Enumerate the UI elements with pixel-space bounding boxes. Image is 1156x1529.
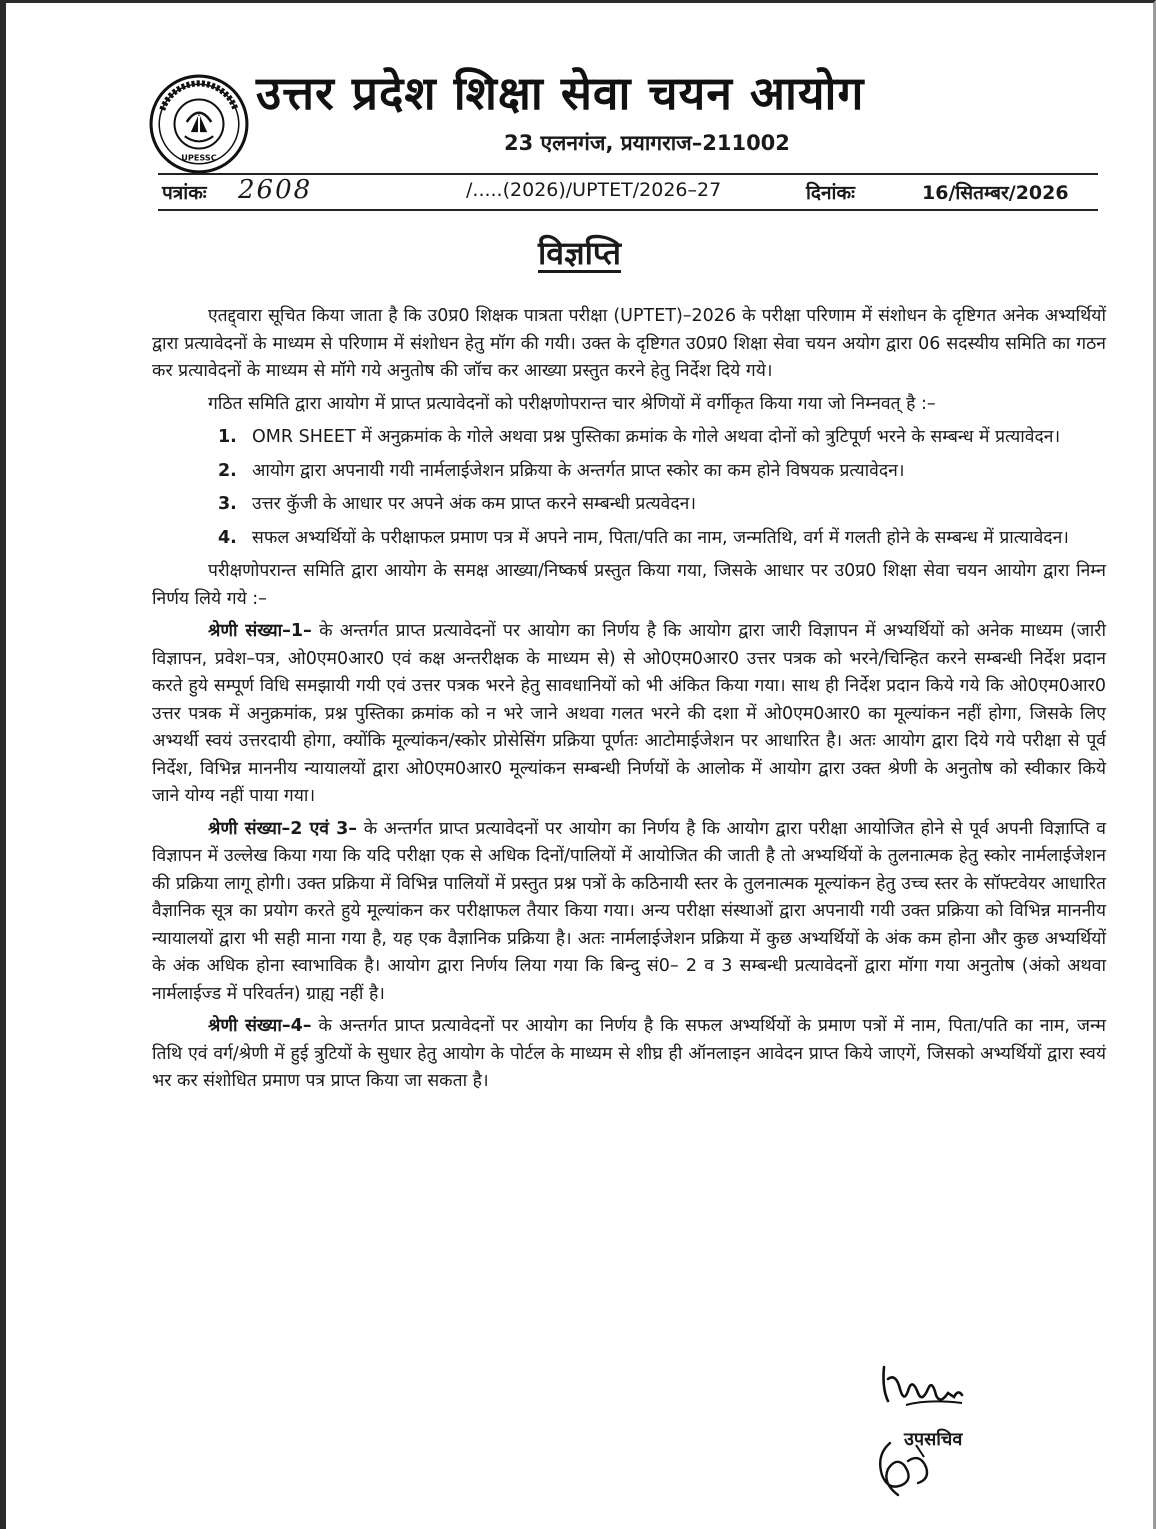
- committee-report-paragraph: परीक्षणोपरान्त समिति द्वारा आयोग के समक्ष आख्या/निष्कर्ष प्रस्तुत किया गया, जिसके आधार पर उ0प्र0 शिक्षा सेवा चयन आयोग द्वारा निम्न निर्णय लिये गये :–: [152, 561, 1106, 609]
- reference-code: /.....(2026)/UPTET/2026–27: [466, 179, 722, 201]
- decision-text: के अन्तर्गत प्राप्त प्रत्यावेदनों पर आयोग का निर्णय है कि सफल अभ्यर्थियों के प्रमाण पत्रों में नाम, पिता/पति का नाम, जन्म तिथि एवं वर्ग/श्रेणी में हुई त्रुटियों के सुधार हेतु आयोग के पोर्टल के माध्यम से शीघ्र ही ऑनलाइन आवेदन प्राप्त किये जाएगें, जिसको अभ्यर्थियों द्वारा स्वयं भर कर संशोधित प्रमाण पत्र प्राप्त किया जा सकता है।: [152, 1016, 1106, 1091]
- decision-text: के अन्तर्गत प्राप्त प्रत्यावेदनों पर आयोग का निर्णय है कि आयोग द्वारा जारी विज्ञापन में अभ्यर्थियों को अनेक माध्यम (जारी विज्ञापन, प्रवेश–पत्र, ओ0एम0आर0 एवं कक्ष अन्तरीक्षक के माध्यम से) से ओ0एम0आर0 उत्तर पत्रक को भरने/चिन्हित करने सम्बन्धी निर्देश प्रदान करते हुये सम्पूर्ण विधि समझायी गयी एवं उत्तर पत्रक भरने हेतु सावधानियों को भी अंकित किया गया। साथ ही निर्देश प्रदान किये गये कि ओ0एम0आर0 उत्तर पत्रक में अनुक्रमांक, प्रश्न पुस्तिका क्रमांक को न भरे जाने अथवा गलत भरने की दशा में ओ0एम0आर0 का मूल्यांकन नहीं होगा, जिसके लिए अभ्यर्थी स्वयं उत्तरदायी होगा, क्योंकि मूल्यांकन/स्कोर प्रोसेसिंग प्रक्रिया पूर्णतः आटोमाईजेशन पर आधारित है। अतः आयोग द्वारा दिये गये परीक्षा से पूर्व निर्देश, विभिन्न माननीय न्यायालयों द्वारा ओ0एम0आर0 मूल्यांकन सम्बन्धी निर्णयों के आलोक में आयोग द्वारा उक्त श्रेणी के अनुतोष को स्वीकार किये जाने योग्य नहीं पाया गया।: [152, 621, 1106, 806]
- decision-label: श्रेणी संख्या–4–: [208, 1016, 312, 1036]
- intro-paragraph: एतद्द्वारा सूचित किया जाता है कि उ0प्र0 शिक्षक पात्रता परीक्षा (UPTET)–2026 के परीक्षा परिणाम में संशोधन के दृष्टिगत अनेक अभ्यर्थियों द्वारा प्रत्यावेदनों के माध्यम से परिणाम में संशोधन हेतु मॉग की गयी। उक्त के दृष्टिगत उ0प्र0 शिक्षा सेवा चयन अयोग द्वारा 06 सदस्यीय समिति का गठन कर प्रत्यावेदनों के माध्यम से मॉगे गये अनुतोष की जॉच कर आख्या प्रस्तुत करने हेतु निर्देश दिये गये।: [152, 306, 1106, 381]
- category-list: [152, 424, 1106, 552]
- category-item: [218, 424, 1106, 452]
- notice-body: [152, 303, 1106, 1101]
- date-label: दिनांकः: [806, 182, 855, 204]
- notice-date: 16/सितम्बर/2026: [922, 182, 1069, 204]
- reference-number: 2608: [238, 175, 313, 205]
- notice-title-text: विज्ञप्ति: [538, 234, 621, 272]
- commission-seal-icon: [148, 73, 250, 175]
- category-item: [218, 491, 1106, 519]
- classification-paragraph: गठित समिति द्वारा आयोग में प्राप्त प्रत्यावेदनों को परीक्षणोपरान्त चार श्रेणियों में वर्गीकृत किया गया जो निम्नवत् है :–: [208, 393, 936, 414]
- category-item: [218, 525, 1106, 553]
- signature-icon: [878, 1359, 968, 1415]
- decision-text: के अन्तर्गत प्राप्त प्रत्यावेदनों पर आयोग का निर्णय है कि आयोग द्वारा परीक्षा आयोजित होने से पूर्व अपनी विज्ञाप्ति व विज्ञापन में उल्लेख किया गया कि यदि परीक्षा एक से अधिक दिनों/पालियों में आयोजित की जाती है तो अभ्यर्थियों के तुलनात्मक हेतु स्कोर नार्मलाईजेशन की प्रक्रिया लागू होगी। उक्त प्रक्रिया में विभिन्न पालियों में प्रस्तुत प्रश्न पत्रों के कठिनायी स्तर के तुलनात्मक मूल्यांकन हेतु उच्च स्तर के सॉफ्टवेयर आधारित वैज्ञानिक सूत्र का प्रयोग करते हुये मूल्यांकन कर परीक्षाफल तैयार किया गया। अन्य परीक्षा संस्थाओं द्वारा अपनायी गयी उक्त प्रक्रिया को विभिन्न माननीय न्यायालयों द्वारा भी सही माना गया है, यह एक वैज्ञानिक प्रक्रिया है। अतः नार्मलाईजेशन प्रक्रिया में कुछ अभ्यर्थियों के अंक कम होना और कुछ अभ्यर्थियों के अंक अधिक होना स्वाभाविक है। आयोग द्वारा निर्णय लिया गया कि बिन्दु सं0– 2 व 3 सम्बन्धी प्रत्यावेदनों द्वारा मॉगा गया अनुतोष (अंको अथवा नार्मलाईज्ड में परिवर्तन) ग्राह्य नहीं है।: [152, 818, 1106, 1004]
- reference-line: [158, 173, 1098, 211]
- category-number: 3.: [218, 494, 237, 514]
- category-number: 1.: [218, 427, 237, 447]
- category-number: 4.: [218, 527, 237, 548]
- signatory-designation: उपसचिव: [904, 1429, 963, 1450]
- decision-category-2-3: [152, 816, 1106, 1009]
- organization-address: 23 एलनगंज, प्रयागराज–211002: [504, 131, 790, 155]
- decision-category-1: [152, 618, 1106, 811]
- category-text: OMR SHEET में अनुक्रमांक के गोले अथवा प्रश्न पुस्तिका क्रमांक के गोले अथवा दोनों को त्रुटिपूर्ण भरने के सम्बन्ध में प्रत्यावेदन।: [252, 427, 1061, 447]
- decision-label: श्रेणी संख्या–1–: [208, 621, 312, 641]
- svg-text:UPESSC: UPESSC: [181, 152, 217, 163]
- category-item: [218, 458, 1106, 486]
- category-text: उत्तर कुॅजी के आधार पर अपने अंक कम प्राप्त करने सम्बन्धी प्रत्यवेदन।: [252, 494, 696, 514]
- notice-title: [6, 231, 1153, 274]
- decision-category-4: [152, 1013, 1106, 1096]
- initials-icon: [868, 1435, 940, 1501]
- reference-label: पत्रांकः: [162, 182, 207, 204]
- category-number: 2.: [218, 460, 237, 481]
- organization-name: उत्तर प्रदेश शिक्षा सेवा चयन आयोग: [256, 66, 865, 120]
- decision-label: श्रेणी संख्या–2 एवं 3–: [208, 818, 358, 839]
- category-text: सफल अभ्यर्थियों के परीक्षाफल प्रमाण पत्र में अपने नाम, पिता/पति का नाम, जन्मतिथि, वर्ग में गलती होने के सम्बन्ध में प्रात्यावेदन।: [252, 527, 1069, 548]
- category-text: आयोग द्वारा अपनायी गयी नार्मलाईजेशन प्रक्रिया के अन्तर्गत प्राप्त स्कोर का कम होने विषयक प्रत्यावेदन।: [252, 460, 905, 481]
